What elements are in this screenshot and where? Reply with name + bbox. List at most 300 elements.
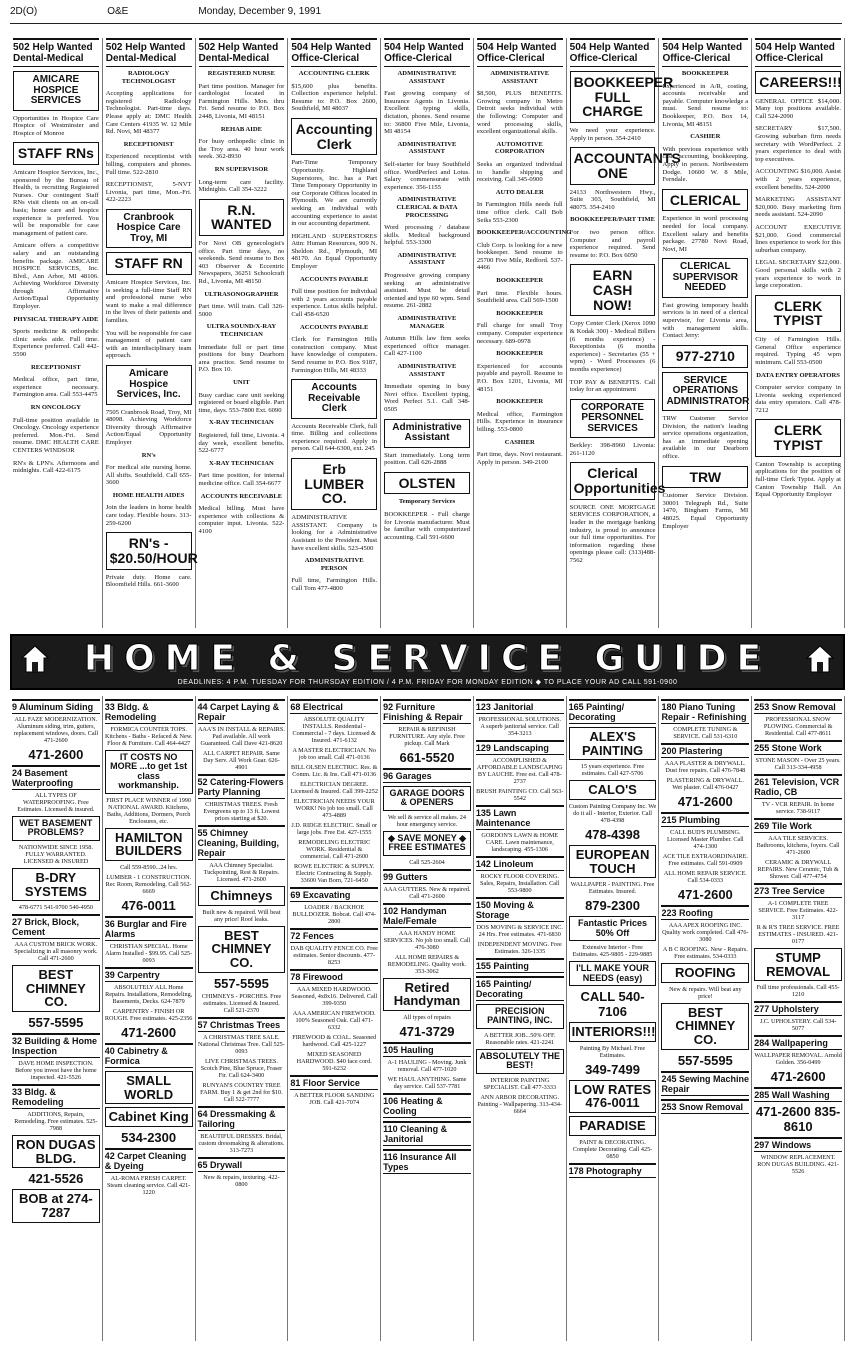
- phone-number: 471-2600: [677, 887, 733, 902]
- phone-number: 478-4398: [585, 826, 641, 842]
- classified-ad: RN's & LPN's. Afternoons and midnights. Call 422-6175: [13, 459, 99, 475]
- display-ad-headline: LOW RATES 476-0011: [569, 1080, 657, 1113]
- classified-ad: TRW Customer Service Division, the nation's leading service operations organization, has an immediate opening available in our Dearborn office.: [662, 415, 749, 460]
- ad-title: ADMINISTRATIVE ASSISTANT: [397, 251, 457, 267]
- classified-ad: Club Corp. is looking for a new bookkeeper. Send resume to 25700 Five Mile, Redford. 537-4466: [476, 241, 563, 272]
- classified-ad: Fast growing company of Insurance Agents in Livonia. Excellent typing skills, dictation, phones. Send resume to: 36800 Five Mile, Livonia, MI 48154: [384, 90, 470, 136]
- service-category-heading: 92 Furniture Finishing & Repair: [383, 699, 471, 724]
- display-ad-headline: CLERK TYPIST: [755, 295, 841, 332]
- category-heading: 502 Help Wanted Dental-Medical: [13, 38, 99, 67]
- display-ad-headline: CORPORATE PERSONNEL SERVICES: [570, 399, 656, 439]
- classified-ad: Berkley: 398-8960 Livonia: 261-1120: [569, 442, 656, 457]
- service-ad: CALL BUD'S PLUMBING. Licensed Master Plumber. Call 474-1300: [667, 829, 744, 850]
- ad-title: CASHIER: [504, 438, 535, 446]
- display-ad-headline: Fantastic Prices 50% Off: [569, 916, 657, 941]
- classified-ad: In Farmington Hills needs full time office clerk. Call Bob Seiks 553-2300: [476, 201, 563, 224]
- display-ad-headline: CLERICAL: [662, 189, 748, 212]
- ad-title: RN ONCOLOGY: [30, 404, 82, 411]
- classified-column: [567, 38, 681, 628]
- service-ad: FIRST PLACE WINNER of 1990 NATIONAL AWARD. Kitchens, Baths, Additions, Dormers, Porch Enclosures, etc.: [106, 796, 191, 825]
- service-ad: INDEPENDENT MOVING. Free Estimates. 326-1335: [477, 941, 562, 955]
- display-ad-headline: ROOFING: [661, 963, 749, 983]
- classified-column: [10, 38, 103, 628]
- classified-ad: Experienced receptionist with billing, computers and phones. Full time. 522-2810: [105, 153, 192, 176]
- service-ad: ROWE ELECTRIC & SUPPLY. Electric Contracting & Supply. 33600 Van Born, 721-6450: [294, 863, 375, 884]
- banner-title: HOME & SERVICE GUIDE: [83, 638, 772, 679]
- ad-title: ACCOUNTS PAYABLE: [299, 323, 369, 331]
- classified-ad: Autumn Hills law firm seeks experienced office manager. Call 427-1100: [384, 335, 470, 358]
- service-ad: Extensive Interior - Free Estimates. 425-9805 - 229-9885: [572, 944, 653, 959]
- service-category-heading: 68 Electrical: [290, 699, 378, 714]
- service-ad: CHRISTIAN SPECIAL. Home Alarm Installed - $99.95. Call 525-0093: [105, 943, 193, 965]
- ad-title: ACCOUNTS PAYABLE: [299, 275, 369, 283]
- help-wanted-section: [10, 38, 845, 628]
- service-category-heading: 78 Firewood: [290, 969, 378, 984]
- classified-ad: Part-Time Temporary Opportunity. Highland Superstores, Inc. has a Part Time Temporary Opportunity in our Corporate Offices located in Plymouth. We are currently seeking an individual with accounting experience to assist in our accounting department.: [291, 159, 378, 228]
- service-ad: ABSOLUTELY ALL Home Repairs. Installations, Remodeling, Basements, Decks. 624-7879: [105, 984, 193, 1006]
- service-ad: INTERIOR PAINTING SPECIALIST. Call 477-3333: [483, 1076, 557, 1091]
- ad-title: REGISTERED NURSE: [207, 70, 276, 77]
- service-ad: Painting By Michael. Free Estimates.: [579, 1044, 646, 1059]
- classified-ad: ACCOUNT EXECUTIVE $21,000. Good commercial lines experience to work for this suburban company.: [755, 224, 841, 254]
- service-category-heading: 106 Heating & Cooling: [383, 1093, 471, 1118]
- display-ad-headline: 977-2710: [662, 345, 748, 368]
- page-header: [10, 6, 842, 24]
- service-category-heading: 223 Roofing: [661, 905, 749, 920]
- display-ad-headline: HAMILTON BUILDERS: [105, 828, 193, 861]
- house-icon: [805, 644, 835, 674]
- display-ad-headline: STAFF RN: [106, 252, 192, 275]
- service-ad: ALL HOME REPAIRS & REMODELING. Quality work. 353-3062: [387, 953, 467, 975]
- phone-number: 471-2600: [770, 1069, 826, 1085]
- service-ad: LIVE CHRISTMAS TREES. Scotch Pine, Blue Spruce, Fraser Fir. Call 624-3400: [200, 1057, 283, 1079]
- classified-ad: Customer Service Division. 30001 Telegraph Rd., Suite 1470, Bingham Farms, MI 48025. Equal Opportunity Employer: [662, 492, 749, 530]
- display-ad-headline: ALEX'S PAINTING: [569, 727, 657, 760]
- classified-ad: HIGHLAND SUPERSTORES Attn: Human Resources, 909 N. Sheldon Rd., Plymouth, MI 48170. An Equal Opportunity Employer: [291, 232, 378, 271]
- classified-ad: LEGAL SECRETARY $22,000. Good personal skills with 2 years experience to work in large corporation.: [755, 259, 841, 290]
- page-number: 2D(O): [10, 6, 38, 17]
- classified-ad: You will be responsible for case management of patient care with an interdisciplinary team approach.: [105, 329, 192, 360]
- ad-title: UNIT: [233, 379, 250, 386]
- service-ad: ALL FAZE MODERNIZATION. Aluminum siding, trim, gutters, replacement windows, doors. Call 471-2600: [13, 716, 99, 744]
- service-ad: PLASTERING & DRYWALL. Wet plaster. Call 476-0427: [666, 777, 744, 791]
- ad-title: ULTRA SOUND/X-RAY TECHNICIAN: [206, 323, 277, 339]
- display-ad-headline: ABSOLUTELY THE BEST!: [476, 1049, 564, 1074]
- classified-ad: RECEPTIONIST, 5-NVT Livonia, part time, Mon.-Fri. 422-2223: [105, 181, 192, 204]
- category-heading: 504 Help Wanted Office-Clerical: [662, 38, 748, 67]
- classified-ad: GENERAL OFFICE $14,000. Many top positions available. Call 524-2090: [755, 97, 841, 120]
- service-ad: WINDOW REPLACEMENT. RON DUGAS BUILDING. 421-5526: [757, 1154, 839, 1176]
- classified-ad: Word processing / database skills. Medical background helpful. 553-3300: [384, 224, 470, 247]
- classified-ad: SECRETARY $17,500. Growing suburban firm needs secretary with WordPerfect. 2 years experience to deal with top executives.: [755, 125, 841, 163]
- service-ad: Call 525-2604: [409, 858, 445, 866]
- phone-number: 557-5595: [677, 1052, 733, 1068]
- classified-ad: Accepting applications for registered Radiology Technologist. Part-time days. Please apply at: DMC Health Care Centers 41935 W. 12 Mile Rd. Novi, MI 48377: [105, 90, 192, 136]
- service-category-heading: 261 Television, VCR Radio, CB: [754, 774, 842, 799]
- service-category-heading: 285 Wall Washing: [754, 1087, 842, 1102]
- guide-column: [288, 696, 381, 1341]
- service-ad: AAA PLASTER & DRYWALL. Dust free repairs. Call 476-7848: [664, 760, 746, 774]
- section-name: O&E: [107, 6, 129, 17]
- classified-ad: ACCOUNTING $16,000. Assist with 2 years experience, excellent benefits. 524-2090: [755, 168, 841, 191]
- display-ad-headline: CLERK TYPIST: [755, 419, 841, 456]
- classified-column: [381, 38, 474, 628]
- service-ad: A MASTER ELECTRICIAN. No job too small. Call 471-0136: [292, 747, 376, 761]
- display-ad-headline: EUROPEAN TOUCH: [569, 845, 657, 878]
- service-ad: BILL OLSEN ELECTRIC. Res. & Comm. Lic. & Ins. Call 471-0136: [291, 764, 378, 778]
- display-ad-headline: ACCOUNTANTS ONE: [570, 147, 656, 184]
- category-heading: 502 Help Wanted Dental-Medical: [106, 38, 192, 67]
- classified-ad: Accounts Receivable Clerk, full time. Billing and collections experience required. Apply in person. Call 644-6300, ext. 245: [291, 422, 378, 453]
- classified-ad: Amicare Hospice Services, Inc., sponsored by the Bureau of Health, is recruiting Registered Nurses. Our contingent Staff RNs visit clients on an on-call basis; home care and hospice experience is preferred. You will be responsible for case management of patient care.: [13, 168, 99, 237]
- category-heading: 502 Help Wanted Dental-Medical: [199, 38, 285, 67]
- service-category-heading: 52 Catering-Flowers Party Planning: [198, 774, 286, 799]
- service-ad: A-1 HAULING - Moving. Junk removal. Call 477-1020: [387, 1059, 467, 1074]
- display-ad-headline: STAFF RNs: [13, 142, 99, 165]
- classified-ad: Part time position. Manager for cardiologist located in Farmington Hills. Mon. thru Fri. Send resume to P.O. Box 2448, Livonia, MI 48151: [198, 82, 285, 120]
- service-ad: All types of repairs: [403, 1014, 451, 1022]
- ad-title: BOOKKEEPER: [681, 70, 729, 77]
- service-category-heading: 123 Janitorial: [476, 699, 564, 714]
- classified-column: [752, 38, 845, 628]
- service-ad: STONE MASON - Over 25 years. Call 313-334-4958: [755, 757, 841, 771]
- service-category-heading: 284 Wallpapering: [754, 1035, 842, 1050]
- display-ad-headline: B-DRY SYSTEMS: [12, 868, 100, 901]
- phone-number: 471-3729: [399, 1024, 455, 1040]
- service-ad: ADDITIONS, Repairs, Remodeling. Free estimates. 525-7988: [14, 1111, 98, 1133]
- ad-title: ACCOUNTS RECEIVABLE: [200, 492, 283, 500]
- service-ad: DAVE HOME INSPECTION. Before you invest have the home inspected. 421-5526: [15, 1060, 97, 1082]
- service-ad: AAA MIXED HARDWOOD. Seasoned, 4x8x16. Delivered. Call 399-9350: [291, 986, 378, 1007]
- phone-number: 557-5595: [28, 1015, 84, 1031]
- display-ad-headline: WET BASEMENT PROBLEMS?: [12, 816, 100, 841]
- display-ad-headline: EARN CASH NOW!: [570, 264, 656, 316]
- classified-ad: Self-starter for busy Southfield office. WordPerfect and Lotus. Salary commensurate with experience. 356-1155: [384, 160, 470, 191]
- display-ad-headline: SERVICE OPERATIONS ADMINISTRATOR: [662, 372, 748, 412]
- classified-ad: BOOKKEEPER - Full charge for Livonia manufacturer. Must be familiar with computerized accounting. Call 591-6600: [384, 511, 470, 541]
- service-category-heading: 99 Gutters: [383, 869, 471, 884]
- ad-title: Temporary Services: [398, 498, 456, 506]
- service-category-heading: 40 Cabinetry & Formica: [105, 1043, 193, 1068]
- service-category-heading: 55 Chimney Cleaning, Building, Repair: [198, 825, 286, 860]
- service-category-heading: 9 Aluminum Siding: [12, 699, 100, 714]
- service-category-heading: 245 Sewing Machine Repair: [661, 1071, 749, 1096]
- classified-ad: 24133 Northwestern Hwy., Suite 303, Southfield, MI 48075. 354-2410: [569, 188, 656, 211]
- ad-title: RADIOLOGY TECHNOLOGIST: [121, 70, 176, 85]
- guide-column: [567, 696, 660, 1341]
- ad-title: BOOKKEEPER: [496, 350, 544, 358]
- service-ad: CARPENTRY - FINISH OR ROUGH. Free estimates. 425-2356: [104, 1008, 193, 1023]
- display-ad-headline: PARADISE: [569, 1116, 657, 1136]
- service-ad: J.C. UPHOLSTERY. Call 534-5077: [759, 1018, 837, 1033]
- service-ad: Full time professionals. Call 455-1210: [756, 984, 840, 999]
- display-ad-headline: IT COSTS NO MORE ...to get 1st class workmanship.: [105, 750, 193, 794]
- service-ad: ELECTRICIAN NEEDS YOUR WORK! No job too small. Call 473-4889: [293, 798, 375, 819]
- classified-ad: For two person office. Computer and payroll experience required. Send resume to: P.O. Box 6050: [569, 229, 656, 259]
- classified-ad: For Novi OB gynecologist's office. Part time days, no weekends. Send resume to Box 403 Observer & Eccentric Newspapers, 36251 Schoolcraft Rd., Livonia, MI 48150: [198, 240, 285, 286]
- display-ad-headline: Cranbrook Hospice Care Troy, MI: [106, 209, 192, 249]
- category-heading: 504 Help Wanted Office-Clerical: [384, 38, 470, 67]
- display-ad-headline: I'LL MAKE YOUR NEEDS (easy): [569, 961, 657, 986]
- classified-ad: Medical billing. Must have experience with collections & computer input. Livonia. 522-4100: [198, 505, 285, 535]
- ad-title: CASHIER: [690, 133, 721, 141]
- service-ad: We sell & service all makes. 24 hour emergency service.: [387, 813, 466, 828]
- service-ad: ANN ARBOR DECORATING. Painting - Wallpapering. 313-434-6664: [477, 1093, 563, 1115]
- service-ad: New & repairs. Will beat any price!: [669, 985, 742, 1000]
- classified-ad: Experienced for accounts payable and payroll. Resume to P.O. Box 1201, Livonia, MI 48151: [476, 362, 563, 393]
- service-category-heading: 253 Snow Removal: [754, 699, 842, 714]
- display-ad-headline: OLSTEN: [384, 472, 470, 495]
- service-category-heading: 135 Lawn Maintenance: [476, 805, 564, 830]
- service-category-heading: 129 Landscaping: [476, 740, 564, 755]
- ad-title: ADMINISTRATIVE MANAGER: [397, 315, 457, 330]
- classified-ad: Full-time position available in Oncology. Oncology experience preferred. Mon.-Fri. Send resume. DMC HEALTH CARE CENTERS WINDSOR: [13, 416, 99, 454]
- service-category-heading: 64 Dressmaking & Tailoring: [198, 1106, 286, 1131]
- display-ad-headline: CALO'S: [569, 780, 657, 800]
- service-category-heading: 215 Plumbing: [661, 812, 749, 827]
- phone-number: CALL 540-7106: [580, 988, 645, 1019]
- guide-column: [474, 696, 567, 1341]
- classified-ad: Full charge for small Troy company. Computer experience necessary. 689-0978: [476, 322, 563, 345]
- ad-title: BOOKKEEPER: [496, 398, 544, 406]
- classified-ad: Part time position, for internal medicine office. Call 354-6677: [198, 472, 285, 487]
- category-heading: 504 Help Wanted Office-Clerical: [570, 38, 656, 67]
- service-ad: BEAUTIFUL DRESSES. Bridal, custom dressmaking & alterations. 313-7273: [198, 1132, 285, 1154]
- service-ad: CHIMNEYS - PORCHES. Free estimates. Licensed & Insured. Call 521-2370: [201, 992, 282, 1014]
- service-ad: New & repairs, texturing. 422-0800: [203, 1173, 280, 1188]
- service-ad: AAA GUTTERS. New & repaired. Call 471-2600: [383, 885, 471, 900]
- service-category-heading: 33 Bldg. & Remodeling: [105, 699, 193, 724]
- classified-ad: Immediate opening in busy Novi office. Excellent typing, Word Perfect 5.1. Call 348-0505: [384, 383, 470, 413]
- service-ad: CERAMIC & DRYWALL REPAIRS. New Ceramic, Tub & Shower. Call 477-4754: [757, 859, 839, 880]
- guide-column: [10, 696, 103, 1341]
- display-ad-headline: BEST CHIMNEY CO.: [12, 965, 100, 1012]
- service-ad: ACCOMPLISHED & AFFORDABLE LANDSCAPING BY LAUCHE. Free est. Call 478-2737: [476, 757, 563, 785]
- ad-title: DATA ENTRY OPERATORS: [756, 371, 840, 379]
- classified-column: [196, 38, 289, 628]
- classified-ad: Long-term care facility. Midnights. Call 354-3222: [198, 178, 285, 194]
- service-ad: AAA APEX ROOFING INC. Quality work completed. Call 476-3080: [662, 922, 749, 943]
- guide-column: [381, 696, 474, 1341]
- service-category-heading: 269 Tile Work: [754, 818, 842, 833]
- ad-title: ADMINISTRATIVE CLERICAL & DATA PROCESSING: [396, 196, 458, 219]
- display-ad-headline: Amicare Hospice Services, Inc.: [106, 365, 192, 405]
- classified-ad: Experience in word processing needed for local company. Excellent salary and benefits package. 27780 Novi Road, Novi, MI: [662, 215, 749, 253]
- ad-title: X-RAY TECHNICIAN: [209, 419, 274, 427]
- classified-ad: Join the leaders in home health care today. Flexible hours. 313-259-6200: [105, 504, 192, 527]
- service-ad: ALL HOME REPAIR SERVICE. Call 534-0333: [663, 870, 747, 884]
- classified-column: [474, 38, 572, 628]
- classified-ad: $8,500, PLUS BENEFITS. Growing company in Metro Detroit seeks individual with the following: Computer and word processing skills, excellent organizational skills.: [476, 90, 563, 136]
- service-ad: COMPLETE TUNING & SERVICE. Call 531-6310: [673, 726, 738, 740]
- display-ad-headline: Clerical Opportunities: [570, 462, 656, 499]
- classified-ad: Experienced in A/R, costing, accounts receivable and payable. Computer knowledge a must. Send resume to: Bookkeeper, P.O. Box 14, Livonia, MI 48151: [662, 82, 749, 128]
- classified-ad: Full time, Farmington Hills. Call Tom 477-4800: [291, 577, 378, 592]
- service-ad: MIXED SEASONED HARDWOOD. $40 face cord. 591-6232: [296, 1051, 372, 1072]
- service-ad: ELECTRICIAN DEGREE. Licensed & Insured. Call 399-2252: [290, 781, 378, 795]
- service-category-heading: 180 Piano Tuning Repair - Refinishing: [661, 699, 749, 724]
- service-ad: ROCKY FLOOR COVERING. Sales, Repairs, Installation. Call 553-9800: [480, 873, 560, 894]
- service-ad: TV - VCR REPAIR. In home service. 738-9117: [761, 801, 835, 815]
- service-category-heading: 142 Linoleum: [476, 856, 564, 871]
- classified-ad: MARKETING ASSISTANT $20,000. Busy marketing firm needs assistant. 524-2090: [755, 196, 841, 219]
- service-ad: 478-6771 541-9700 540-4950: [18, 904, 93, 912]
- service-ad: BRUSH PAINTING CO. Call 563-5542: [476, 788, 564, 802]
- ad-title: PHYSICAL THERAPY AIDE: [13, 315, 99, 323]
- display-ad-headline: GARAGE DOORS & OPENERS: [383, 786, 471, 811]
- service-ad: Built new & repaired. Will beat any price! Roof leaks.: [202, 908, 281, 923]
- display-ad-headline: RON DUGAS BLDG.: [12, 1135, 100, 1168]
- ad-title: RECEPTIONIST: [30, 363, 81, 371]
- display-ad-headline: R.N. WANTED: [199, 199, 285, 236]
- display-ad-headline: BOOKKEEPER FULL CHARGE: [570, 71, 656, 123]
- classified-ad: City of Farmington Hills. General Office experience required. Typing 45 wpm minimum. Call 553-0500: [755, 336, 841, 366]
- ad-title: BOOKKEEPER/PART TIME: [570, 216, 656, 224]
- display-ad-headline: PRECISION PAINTING, INC.: [476, 1004, 564, 1029]
- phone-number: 471-2600: [121, 1025, 177, 1041]
- phone-number: 557-5595: [213, 975, 269, 991]
- category-heading: 504 Help Wanted Office-Clerical: [477, 38, 563, 67]
- classified-ad: Medical office, Farmington Hills. Experience in insurance billing. 553-0800: [476, 410, 563, 433]
- service-ad: ACE TILE EXTRAORDINAIRE. Free estimates. Call 591-0909: [662, 853, 748, 867]
- ad-title: BOOKKEEPER: [496, 309, 544, 317]
- service-category-heading: 81 Floor Service: [290, 1075, 378, 1090]
- service-category-heading: 69 Excavating: [290, 887, 378, 902]
- display-ad-headline: Chimneys: [198, 886, 286, 906]
- classified-ad: Sports medicine & orthopedic clinic seeks aide. Full time. Experience preferred. Call 442-5590: [13, 328, 99, 359]
- service-category-heading: 65 Drywall: [198, 1157, 286, 1172]
- phone-number: 471-2600: [677, 794, 733, 809]
- display-ad-headline: CLERICAL SUPERVISOR NEEDED: [662, 258, 748, 298]
- service-ad: Custom Painting Company Inc. We do it all - Interior, Exterior. Call 478-4398: [568, 802, 657, 824]
- service-ad: AAA Chimney Specialist. Tuckpointing, Rest & Repairs. Licensed. 471-2600: [203, 862, 280, 883]
- display-ad-headline: SMALL WORLD: [105, 1071, 193, 1104]
- display-ad-headline: RN's - $20.50/HOUR: [106, 532, 192, 569]
- guide-column: [752, 696, 845, 1341]
- display-ad-headline: BEST CHIMNEY CO.: [198, 926, 286, 973]
- ad-title: ULTRASONOGRAPHER: [204, 290, 279, 298]
- service-ad: REMODELING ELECTRIC WORK. Residential & commercial. Call 471-2600: [298, 839, 371, 860]
- service-category-heading: 72 Fences: [290, 928, 378, 943]
- classified-ad: Seeks an organized individual to handle shipping and receiving. Call 345-0900: [476, 160, 563, 184]
- service-ad: WE HAUL ANYTHING. Same day service. Call 537-7781: [387, 1076, 467, 1091]
- display-ad-headline: Cabinet King: [105, 1107, 193, 1127]
- service-ad: CHRISTMAS TREES. Fresh Evergreens up to 13 ft. Lowest prices starting at $20.: [203, 801, 280, 822]
- classified-ad: For busy orthopedic clinic in the Troy area. 40 hour work week. 362-8930: [198, 138, 285, 161]
- display-ad-headline: AMICARE HOSPICE SERVICES: [13, 71, 99, 111]
- service-ad: AL-ROMA FRESH CARPET. Steam cleaning service. Call 421-1220: [106, 1174, 191, 1196]
- service-category-heading: 277 Upholstery: [754, 1001, 842, 1016]
- classified-ad: SOURCE ONE MORTGAGE SERVICES CORPORATION, a leader in the mortgage banking industry, is proud to announce our full time opportunities. For information regarding these openings please call: (313)488-7562: [569, 503, 656, 564]
- classified-ad: Fast growing temporary health services is in need of a clerical supervisor, for Livonia area, with management skills. Contact Jerry:: [662, 301, 749, 340]
- classified-ad: ADMINISTRATIVE ASSISTANT. Company is looking for a Administrative Assistant to the President. Must have excellent skills. 523-4500: [291, 514, 378, 552]
- service-category-heading: 116 Insurance All Types: [383, 1149, 471, 1174]
- display-ad-headline: Accounts Receivable Clerk: [291, 379, 377, 419]
- ad-title: RECEPTIONIST: [123, 140, 174, 148]
- classified-ad: $15,600 plus benefits. Collection experience helpful. Resume to: P.O. Box 2600, Southfield, MI 48037: [291, 82, 378, 113]
- service-ad: RUNYAN'S COUNTRY TREE FARM. Buy 1 & get 2nd for $10. Call 522-7777: [200, 1081, 283, 1103]
- service-ad: AAA'S IN INSTALL & REPAIRS. Pad available. All work Guaranteed. Call Dave 421-8620: [197, 726, 285, 747]
- ad-title: REHAB AIDE: [220, 125, 263, 133]
- service-ad: ALL CARPET REPAIR. Same Day Serv. All Work Guar. 626-4901: [203, 750, 280, 771]
- service-ad: R & R'S TREE SERVICE. FREE ESTIMATES - INSURED. 421-0177: [756, 924, 840, 945]
- service-ad: WALLPAPER REMOVAL. Arnold Golden. 356-0499: [754, 1052, 842, 1067]
- display-ad-headline: ◆ SAVE MONEY ◆ FREE ESTIMATES: [383, 831, 471, 856]
- display-ad-headline: BOB at 274-7287: [12, 1189, 100, 1222]
- category-heading: 504 Help Wanted Office-Clerical: [755, 38, 841, 67]
- display-ad-headline: Administrative Assistant: [384, 419, 470, 448]
- display-ad-headline: INTERIORS!!!: [569, 1022, 657, 1042]
- guide-column: [103, 696, 196, 1341]
- display-ad-headline: BEST CHIMNEY CO.: [661, 1003, 749, 1050]
- service-ad: A BETTER JOB...50% OFF. Reasonable rates. 421-2241: [483, 1031, 556, 1046]
- classified-ad: Medical office, part time, experience necessary. Farmington area. Call 553-4475: [13, 376, 99, 399]
- service-guide-section: [10, 696, 845, 1341]
- service-category-heading: 178 Photography: [569, 1163, 657, 1178]
- ad-title: HOME HEALTH AIDES: [112, 491, 185, 499]
- phone-number: 349-7499: [585, 1061, 641, 1077]
- classified-ad: Part time, days. Novi restaurant. Apply in person. 349-2100: [476, 451, 563, 466]
- service-ad: AAA AMERICAN FIREWOOD. 100% Seasoned Oak. Call 471-6332: [292, 1010, 376, 1031]
- service-ad: A-1 COMPLETE TREE SERVICE. Free Estimates. 422-3117: [758, 900, 838, 921]
- display-ad-headline: CAREERS!!!: [755, 71, 841, 94]
- ad-title: X-RAY TECHNICIAN: [209, 459, 274, 467]
- phone-number: 471-2600 835-8610: [755, 1104, 841, 1135]
- classified-ad: Full time position for individual with 2 years accounts payable experience. Lotus skills helpful. Call 458-6520: [291, 288, 378, 319]
- service-category-heading: 33 Bldg. & Remodeling: [12, 1084, 100, 1109]
- service-category-heading: 24 Basement Waterproofing: [12, 765, 100, 790]
- issue-date: Monday, December 9, 1991: [198, 6, 322, 17]
- house-icon: [20, 644, 50, 674]
- classified-ad: Canton Township is accepting applications for the position of full-time Clerk Typist. Apply at Canton Township Hall. An Equal Opportunity Employer: [755, 460, 841, 499]
- service-ad: NATIONWIDE SINCE 1958. FULLY WARRANTED. LICENSED & INSURED: [18, 843, 93, 865]
- classified-ad: Amicare offers a competitive salary and an outstanding benefits package. AMICARE HOSPICE SERVICES, Inc. Blvd., Ann Arbor, MI 48106. Achieving Workforce Diversity through Affirmative Action/Equal Opportunity Employer.: [13, 242, 99, 311]
- phone-number: 661-5520: [399, 750, 455, 765]
- ad-title: BOOKKEEPER/ACCOUNTING: [476, 229, 572, 237]
- service-category-heading: 165 Painting/ Decorating: [476, 976, 564, 1001]
- home-service-guide-banner: [10, 634, 845, 690]
- service-ad: AAA CUSTOM BRICK WORK. Specializing in all masonry work. Call 471-2600: [14, 941, 98, 963]
- display-ad-headline: TRW: [662, 466, 748, 489]
- service-ad: LUMBER - 1 CONSTRUCTION. Rec Room, Remodeling. Call 562-6669: [105, 874, 192, 896]
- classified-ad: 7505 Cranbrook Road, Troy, MI 48098. Achieving Workforce Diversity through Affirmative Action/Equal Opportunity Employer: [105, 408, 192, 446]
- service-ad: AAA HANDY HOME SERVICES. No job too small. Call 476-3080: [383, 929, 471, 951]
- banner-deadline-text: DEADLINES: 4 P.M. TUESDAY FOR THURSDAY EDITION / 4 P.M. FRIDAY FOR MONDAY EDITION ◆ TO PLACE YOUR AD CALL 591-0900: [177, 679, 678, 686]
- ad-title: AUTOMOTIVE CORPORATION: [494, 140, 545, 156]
- service-category-heading: 200 Plastering: [661, 743, 749, 758]
- classified-ad: TOP PAY & BENEFITS. Call today for an appointment: [569, 378, 656, 394]
- classified-ad: Opportunities in Hospice Care Hospice of Westminster and Hospice of Monroe: [13, 114, 99, 137]
- service-category-heading: 42 Carpet Cleaning & Dyeing: [105, 1148, 193, 1173]
- service-ad: Call 559-8590...24 hrs.: [120, 864, 178, 872]
- classified-column: [288, 38, 381, 628]
- service-ad: LOADER / BACKHOE BULLDOZER. Bobcat. Call 474-2800: [292, 904, 377, 925]
- classified-ad: Amicare Hospice Services, Inc. is seeking a full-time Staff RN and professional nurse who want to make a real difference in the lives of their patients and families.: [105, 279, 192, 325]
- service-category-heading: 32 Building & Home Inspection: [12, 1033, 100, 1058]
- service-category-heading: 57 Christmas Trees: [198, 1017, 286, 1032]
- service-ad: 15 years experience. Free estimates. Call 427-5706: [580, 763, 645, 778]
- classified-ad: For medical site nursing home. All shifts. Southfield. Call 655-3600: [105, 464, 192, 487]
- phone-number: 421-5526: [28, 1171, 84, 1187]
- display-ad-headline: STUMP REMOVAL: [754, 948, 842, 981]
- service-ad: A B C ROOFING. New - Repairs. Free estimates. 534-0333: [662, 946, 748, 960]
- classified-ad: Busy cardiac care unit seeking registered or board eligible. Part time, days. 553-7800 Ext. 6090: [198, 391, 285, 414]
- ad-title: ACCOUNTING CLERK: [298, 70, 370, 77]
- service-category-heading: 44 Carpet Laying & Repair: [198, 699, 286, 724]
- classified-ad: We need your experience. Apply in person. 354-2410: [569, 127, 656, 142]
- service-ad: ALL TYPES OF WATERPROOFING. Free Estimates. Licensed & insured.: [17, 792, 95, 813]
- service-category-heading: 39 Carpentry: [105, 967, 193, 982]
